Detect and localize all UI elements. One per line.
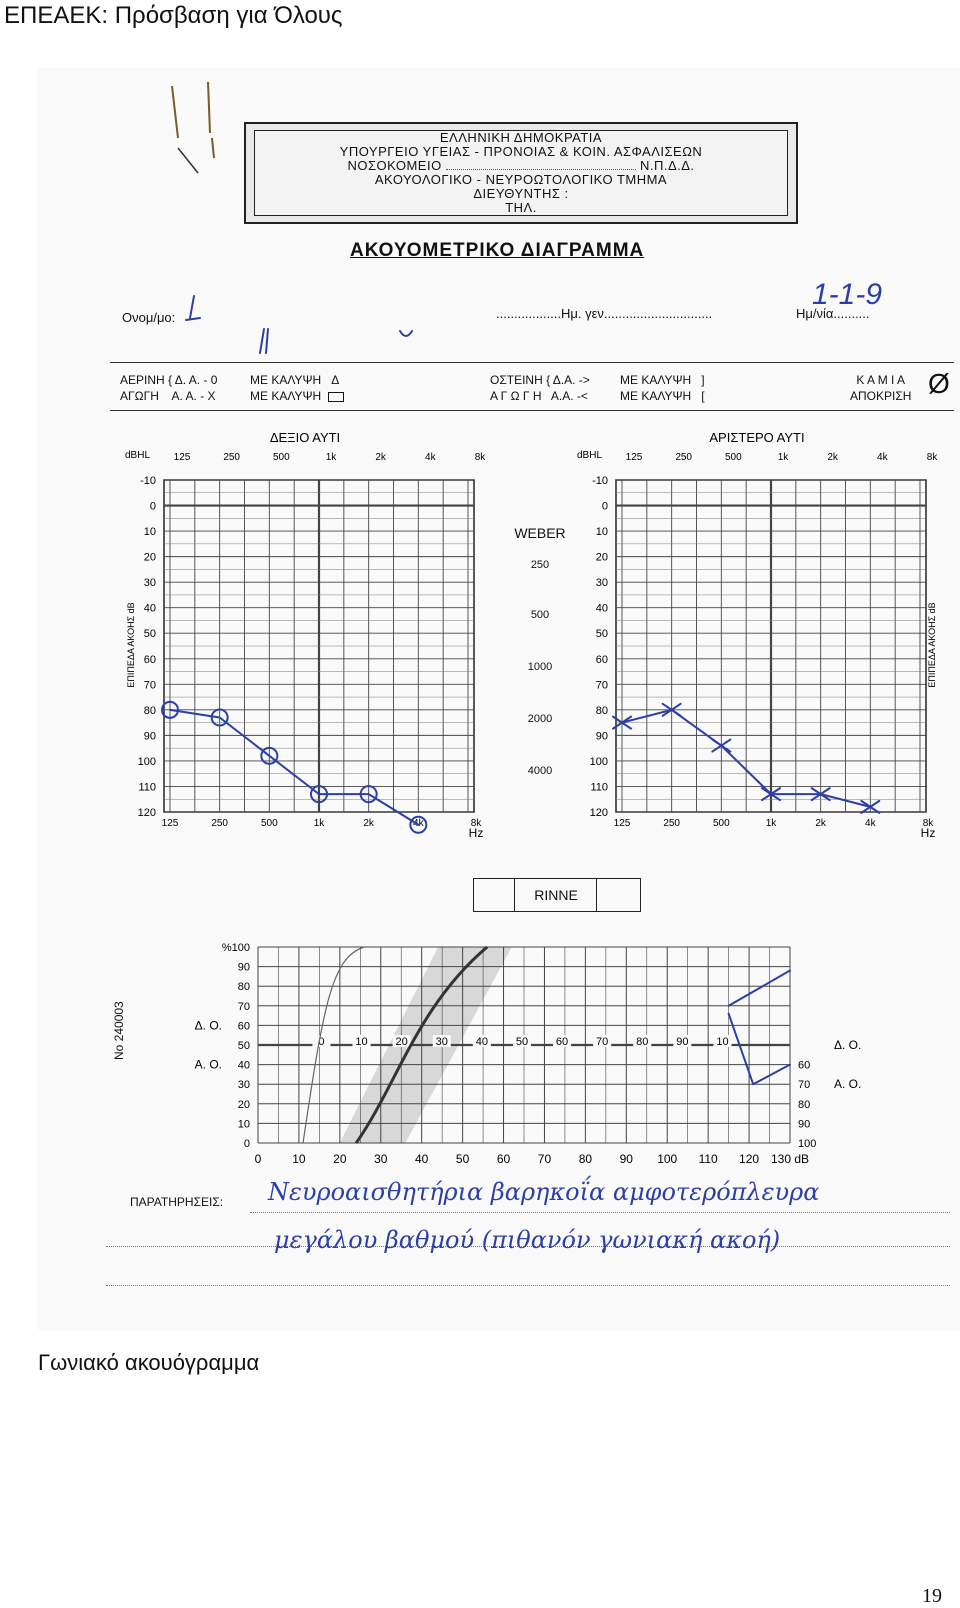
x-tick-top: 125	[173, 452, 191, 463]
y-tick-label: 20	[595, 551, 608, 564]
x-tick-top: 4k	[877, 452, 888, 463]
x-axis-label: Hz	[920, 826, 936, 840]
remarks-line-1	[250, 1212, 950, 1213]
speech-inner-tick: 0	[318, 1036, 325, 1048]
speech-do-label: Δ. Ο.	[194, 1018, 222, 1033]
x-tick-bottom: 8k	[470, 818, 482, 829]
speech-x-tick: 10	[292, 1152, 306, 1166]
x-axis-label: Hz	[468, 826, 484, 840]
legend-top-rule	[110, 362, 954, 363]
speech-y-tick: 90	[237, 961, 250, 974]
y-tick-label: -10	[592, 475, 608, 487]
x-tick-bottom: 1k	[313, 818, 325, 829]
letterhead-line6: ΤΗΛ.	[505, 200, 537, 215]
remarks-line-3	[106, 1285, 950, 1286]
x-tick-top: 500	[272, 452, 290, 463]
x-tick-bottom: 125	[161, 818, 179, 829]
y-tick-label: 40	[143, 602, 156, 615]
speech-inner-tick: 10	[716, 1036, 729, 1048]
weber-freq-1000: 1000	[527, 661, 553, 673]
speech-x-tick: 130 dB	[770, 1152, 810, 1166]
y-tick-label: 20	[143, 551, 156, 564]
speech-x-tick: 0	[254, 1152, 262, 1166]
x-tick-bottom: 2k	[815, 818, 826, 829]
x-tick-top: 2k	[827, 452, 838, 463]
remarks-handwriting-1: Νευροαισθητήρια βαρηκοΐα αμφοτερόπλευρα	[268, 1178, 820, 1206]
speech-y-tick: 60	[237, 1020, 250, 1033]
letterhead-line1: ΕΛΛΗΝΙΚΗ ΔΗΜΟΚΡΑΤΙΑ	[439, 130, 603, 145]
speech-x-tick: 30	[374, 1152, 388, 1166]
y-tick-label: 120	[137, 807, 156, 819]
legend-no-response: Κ Α Μ Ι Α ΑΠΟΚΡΙΣΗ	[850, 373, 912, 403]
y-tick-label: 50	[143, 628, 156, 641]
form-title: ΑΚΟΥΟΜΕΤΡΙΚΟ ΔΙΑΓΡΑΜΜΑ	[350, 240, 645, 261]
date-handwritten: 1-1-9	[812, 278, 883, 311]
speech-y-tick: 70	[237, 1000, 250, 1013]
y-tick-label: 80	[143, 704, 156, 717]
legend-air-masked: ΜΕ ΚΑΛΥΨΗ Δ ΜΕ ΚΑΛΥΨΗ	[250, 372, 344, 404]
date-label: Ημ/νία..........	[796, 306, 870, 321]
speech-y-tick: 50	[237, 1040, 250, 1052]
birth-label: ..................Ημ. γεν..............................	[496, 306, 713, 321]
y-tick-label: 80	[595, 704, 608, 717]
speech-ao-label-right: Α. Ο.	[834, 1077, 862, 1092]
x-tick-top: 8k	[474, 452, 486, 463]
remarks-handwriting-2: μεγάλου βαθμού (πιθανόν γωνιακή ακοή)	[274, 1226, 781, 1254]
scan-marks-icon	[168, 78, 248, 188]
remarks-label: ΠΑΡΑΤΗΡΗΣΕΙΣ:	[130, 1195, 224, 1209]
x-tick-top: 8k	[926, 452, 938, 463]
x-tick-bottom: 250	[663, 818, 681, 829]
legend-bone: ΟΣΤΕΙΝΗ { Δ.Α. -> Α Γ Ω Γ Η Α.Α. -<	[490, 373, 590, 403]
name-handwriting	[180, 292, 210, 324]
y-unit-label: dBHL	[576, 450, 602, 461]
x-tick-bottom: 8k	[922, 818, 934, 829]
speech-pen-marks	[729, 971, 790, 1085]
speech-inner-tick: 90	[676, 1036, 689, 1048]
x-tick-bottom: 4k	[865, 818, 876, 829]
y-tick-label: 70	[595, 679, 608, 692]
x-tick-bottom: 500	[260, 818, 278, 829]
speech-y-tick: 30	[237, 1079, 250, 1092]
y-axis-label: ΕΠΙΠΕΔΑ ΑΚΟΗΣ dB	[927, 602, 937, 688]
speech-inner-tick: 30	[435, 1036, 448, 1048]
x-tick-top: 2k	[375, 452, 386, 463]
speech-x-tick: 40	[415, 1152, 429, 1166]
speech-x-tick: 110	[698, 1152, 718, 1166]
x-tick-top: 125	[625, 452, 643, 463]
speech-do-label-right: Δ. Ο.	[834, 1038, 862, 1052]
letterhead-box	[244, 122, 798, 224]
letterhead-line5: ΔΙΕΥΘΥΝΤΗΣ :	[473, 186, 569, 201]
speech-right-tick: 70	[798, 1079, 811, 1092]
y-tick-label: 110	[590, 781, 608, 794]
chart-title: ΑΡΙΣΤΕΡΟ ΑΥΤΙ	[709, 430, 805, 445]
serial-number: No 240003	[112, 1001, 126, 1060]
speech-inner-tick: 10	[355, 1036, 368, 1048]
chart-title: ΔΕΞΙΟ ΑΥΤΙ	[269, 430, 341, 445]
y-tick-label: 70	[143, 679, 156, 692]
y-tick-label: 30	[143, 577, 156, 590]
speech-x-tick: 60	[496, 1152, 511, 1166]
weber-label: WEBER	[514, 525, 566, 541]
y-tick-label: 60	[595, 653, 608, 666]
weber-freq-500: 500	[530, 609, 550, 621]
rinne-box	[473, 878, 641, 912]
speech-x-tick: 70	[537, 1152, 552, 1166]
y-unit-label: dBHL	[124, 450, 150, 461]
audiogram-left	[577, 430, 938, 840]
speech-inner-tick: 40	[475, 1036, 488, 1048]
x-tick-bottom: 125	[613, 818, 631, 829]
legend-air: ΑΕΡΙΝΗ { Δ. Α. - 0 ΑΓΩΓΗ Α. Α. - Χ	[120, 373, 218, 403]
speech-right-tick: 100	[798, 1138, 817, 1150]
y-tick-label: 110	[138, 781, 156, 794]
speech-inner-tick: 50	[515, 1036, 529, 1048]
speech-x-tick: 100	[657, 1152, 678, 1166]
y-tick-label: 100	[589, 755, 608, 768]
y-tick-label: 90	[143, 730, 156, 743]
speech-x-tick: 90	[619, 1152, 633, 1166]
y-tick-label: 90	[595, 730, 608, 743]
speech-y-tick: 0	[243, 1138, 250, 1150]
weber-freq-4000: 4000	[527, 765, 553, 777]
weber-column	[510, 525, 570, 777]
x-tick-bottom: 500	[712, 818, 730, 829]
y-tick-label: 60	[143, 653, 156, 666]
y-tick-label: 0	[601, 500, 608, 513]
y-axis-label: ΕΠΙΠΕΔΑ ΑΚΟΗΣ dB	[126, 602, 136, 688]
x-tick-top: 250	[223, 452, 241, 463]
speech-right-tick: 90	[798, 1118, 811, 1131]
speech-x-tick: 80	[578, 1152, 593, 1166]
y-tick-label: 0	[149, 500, 156, 513]
page-header: ΕΠΕΑΕΚ: Πρόσβαση για Όλους	[4, 2, 343, 29]
y-tick-label: 120	[589, 807, 608, 819]
x-tick-top: 500	[724, 452, 742, 463]
speech-audiogram	[0, 935, 960, 1185]
legend-bottom-rule	[110, 410, 954, 411]
speech-y-tick: 40	[237, 1059, 250, 1072]
speech-inner-tick: 80	[636, 1036, 649, 1048]
speech-x-tick: 50	[455, 1152, 470, 1166]
speech-pct-label: %100	[221, 942, 250, 954]
speech-inner-tick: 70	[596, 1036, 609, 1048]
x-tick-bottom: 2k	[363, 818, 374, 829]
speech-x-tick: 20	[333, 1152, 347, 1166]
speech-y-tick: 10	[237, 1118, 250, 1131]
page-number: 19	[922, 1585, 942, 1607]
rinne-label: RINNE	[534, 887, 578, 903]
speech-chart	[195, 942, 862, 1166]
speech-ao-label: Α. Ο.	[194, 1057, 222, 1072]
speech-inner-tick: 60	[555, 1036, 569, 1048]
y-tick-label: -10	[140, 475, 156, 487]
speech-inner-tick: 20	[395, 1036, 408, 1048]
pen-ticks	[250, 325, 430, 355]
x-tick-top: 250	[675, 452, 693, 463]
y-tick-label: 10	[595, 526, 608, 539]
speech-right-tick: 80	[798, 1098, 811, 1111]
y-tick-label: 50	[595, 628, 608, 641]
y-tick-label: 40	[595, 602, 608, 615]
letterhead-line3: ΝΟΣΟΚΟΜΕΙΟ Ν.Π.Δ.Δ.	[347, 158, 695, 173]
weber-freq-2000: 2000	[527, 713, 553, 725]
y-tick-label: 100	[137, 755, 156, 768]
x-tick-bottom: 250	[211, 818, 229, 829]
x-tick-bottom: 1k	[765, 818, 777, 829]
speech-right-tick: 60	[798, 1059, 811, 1072]
x-tick-top: 1k	[325, 452, 337, 463]
letterhead-line2: ΥΠΟΥΡΓΕΙΟ ΥΓΕΙΑΣ - ΠΡΟΝΟΙΑΣ & ΚΟΙΝ. ΑΣΦΑΛΙΣΕΩΝ	[339, 144, 703, 159]
speech-y-tick: 20	[237, 1098, 250, 1111]
x-tick-top: 4k	[425, 452, 436, 463]
weber-freq-250: 250	[530, 559, 550, 571]
x-tick-bottom: 4k	[413, 818, 424, 829]
speech-x-tick: 120	[739, 1152, 760, 1166]
figure-caption: Γωνιακό ακουόγραμμα	[38, 1350, 260, 1375]
legend-bone-masked: ΜΕ ΚΑΛΥΨΗ ] ΜΕ ΚΑΛΥΨΗ [	[620, 373, 705, 403]
speech-y-tick: 80	[237, 981, 250, 994]
audiogram-charts	[0, 420, 960, 860]
x-tick-top: 1k	[777, 452, 789, 463]
square-icon	[328, 392, 344, 402]
audiogram-right	[125, 430, 486, 840]
letterhead-line4: ΑΚΟΥΟΛΟΓΙΚΟ - ΝΕΥΡΟΩΤΟΛΟΓΙΚΟ ΤΜΗΜΑ	[374, 172, 668, 187]
y-tick-label: 10	[143, 526, 156, 539]
name-label: Ονομ/μο:	[122, 310, 176, 325]
no-response-icon: Ø	[928, 368, 950, 399]
y-tick-label: 30	[595, 577, 608, 590]
